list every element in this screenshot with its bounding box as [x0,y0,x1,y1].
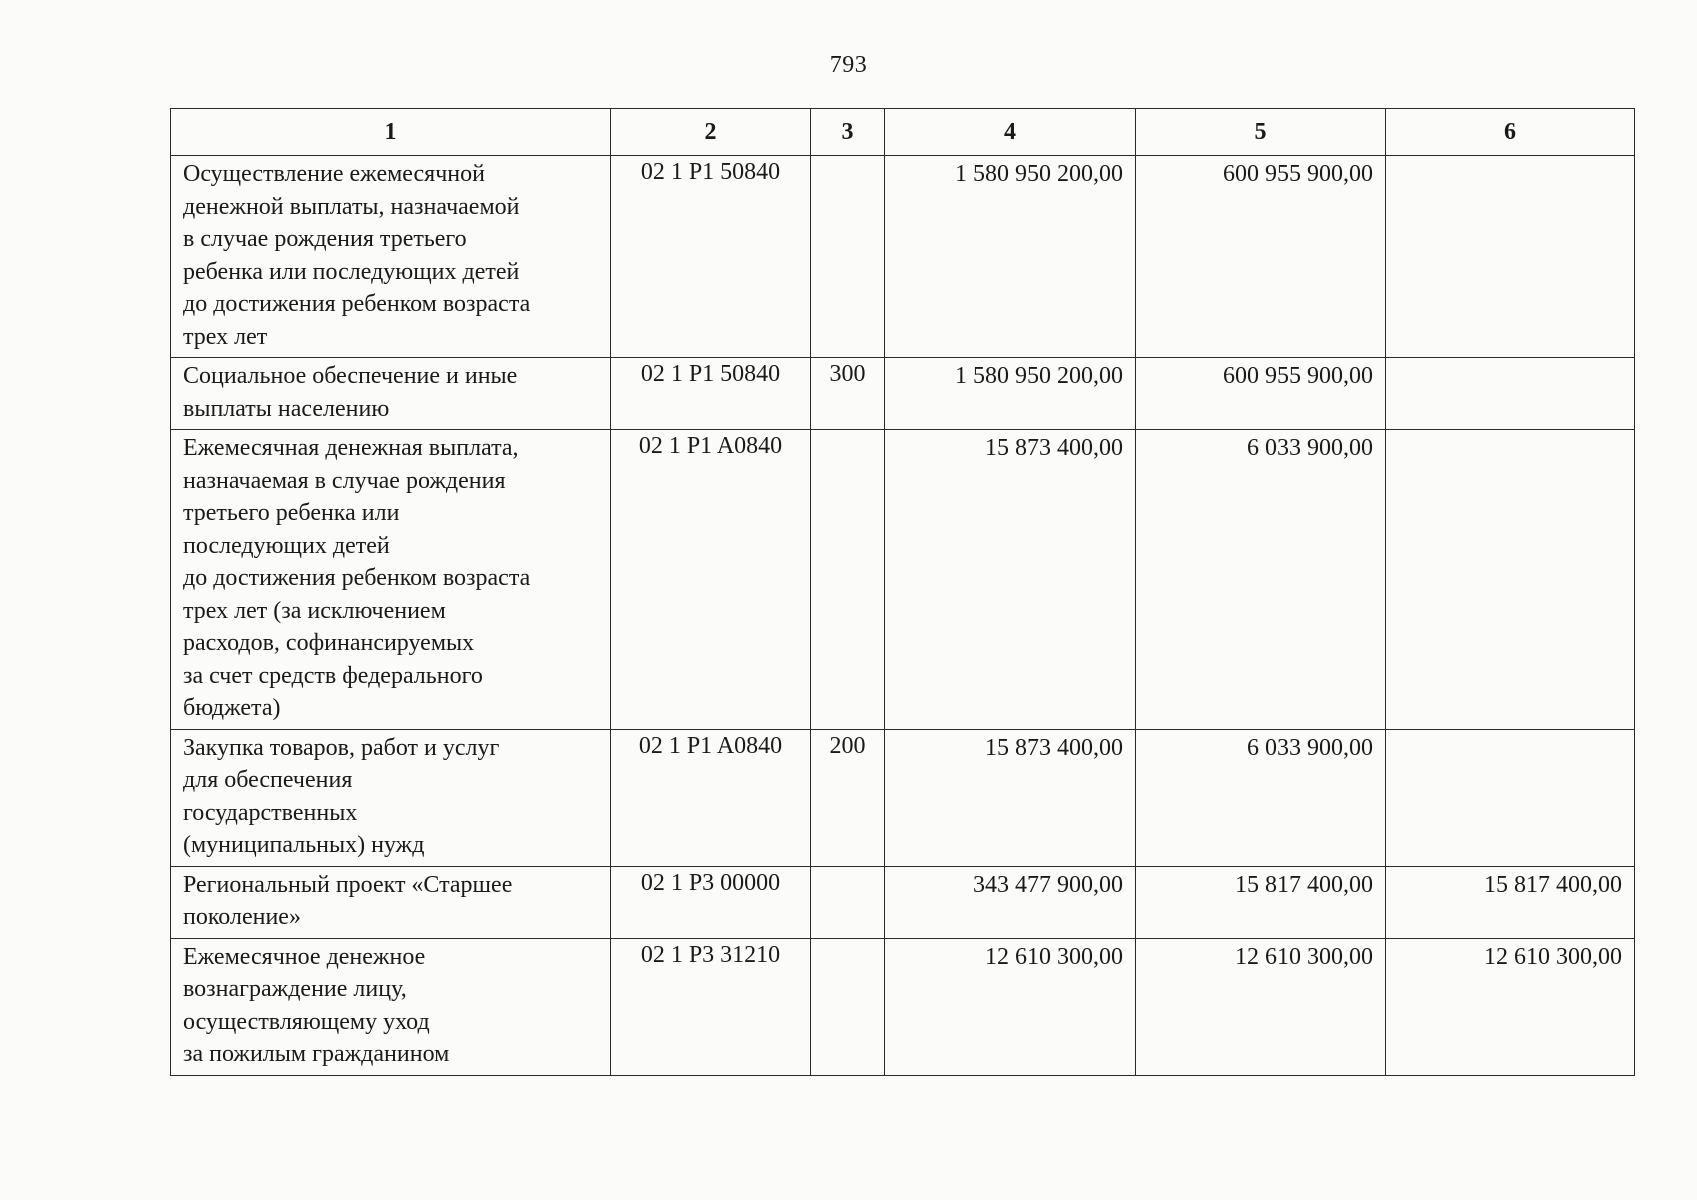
table-row [171,938,1635,1075]
col-header-3: 3 [811,109,885,156]
row-value-6 [1386,156,1635,358]
row-type [811,938,885,1075]
row-description [171,358,611,430]
row-type [811,430,885,730]
description-line: за пожилым гражданином [183,1041,450,1067]
row-type [811,866,885,938]
row-value-4: 15 873 400,00 [885,430,1136,730]
row-code: 02 1 P1 50840 [611,358,811,430]
row-value-6: 12 610 300,00 [1386,938,1635,1075]
row-value-5: 6 033 900,00 [1136,430,1386,730]
table-row [171,430,1635,730]
row-description [171,938,611,1075]
row-value-5: 15 817 400,00 [1136,866,1386,938]
col-header-1: 1 [171,109,611,156]
row-code: 02 1 P1 50840 [611,156,811,358]
description-line: назначаемая в случае рождения [183,467,506,494]
description-line: до достижения ребенком возраста [183,565,531,591]
row-type: 200 [811,729,885,866]
table-row [171,729,1635,866]
row-value-6 [1386,430,1635,730]
description-line: выплаты населению [183,395,390,422]
header-row [171,109,1635,156]
row-code: 02 1 P3 00000 [611,866,811,938]
row-value-4: 12 610 300,00 [885,938,1136,1075]
row-value-5: 6 033 900,00 [1136,729,1386,866]
col-header-2: 2 [611,109,811,156]
col-header-5: 5 [1136,109,1386,156]
table-row [171,866,1635,938]
description-line: бюджета) [183,695,281,721]
description-line: вознаграждение лицу, [183,976,407,1002]
description-line: трех лет [183,323,268,350]
description-line: государственных [183,799,358,826]
row-code: 02 1 P1 A0840 [611,729,811,866]
row-value-6 [1386,358,1635,430]
description-line: трех лет (за исключением [183,597,446,624]
row-value-4: 1 580 950 200,00 [885,358,1136,430]
description-line: расходов, софинансируемых [183,630,475,656]
row-description [171,156,611,358]
description-line: до достижения ребенком возраста [183,291,531,317]
description-line: Осуществление ежемесячной [183,161,485,187]
budget-table [170,108,1635,1076]
row-code: 02 1 P3 31210 [611,938,811,1075]
row-description [171,430,611,730]
row-value-6: 15 817 400,00 [1386,866,1635,938]
col-header-6: 6 [1386,109,1635,156]
row-value-6 [1386,729,1635,866]
description-line: в случае рождения третьего [183,226,467,252]
description-line: за счет средств федерального [183,662,483,689]
page-number: 793 [829,52,868,78]
row-description [171,866,611,938]
table-row [171,156,1635,358]
row-value-4: 15 873 400,00 [885,729,1136,866]
col-header-4: 4 [885,109,1136,156]
description-line: Ежемесячное денежное [183,943,426,970]
description-line: для обеспечения [183,767,353,793]
description-line: последующих детей [183,532,390,559]
table-row [171,358,1635,430]
row-value-5: 12 610 300,00 [1136,938,1386,1075]
description-line: (муниципальных) нужд [183,832,425,858]
row-type [811,156,885,358]
row-type: 300 [811,358,885,430]
row-value-5: 600 955 900,00 [1136,156,1386,358]
description-line: Социальное обеспечение и иные [183,363,518,389]
row-value-5: 600 955 900,00 [1136,358,1386,430]
row-code: 02 1 P1 A0840 [611,430,811,730]
row-value-4: 1 580 950 200,00 [885,156,1136,358]
row-value-4: 343 477 900,00 [885,866,1136,938]
row-description [171,729,611,866]
description-line: осуществляющему уход [183,1008,430,1035]
description-line: Региональный проект «Старшее [183,871,513,898]
description-line: третьего ребенка или [183,500,400,526]
description-line: ребенка или последующих детей [183,258,520,285]
description-line: денежной выплаты, назначаемой [183,193,520,220]
description-line: Ежемесячная денежная выплата, [183,435,519,461]
description-line: поколение» [183,904,301,930]
description-line: Закупка товаров, работ и услуг [183,734,500,761]
